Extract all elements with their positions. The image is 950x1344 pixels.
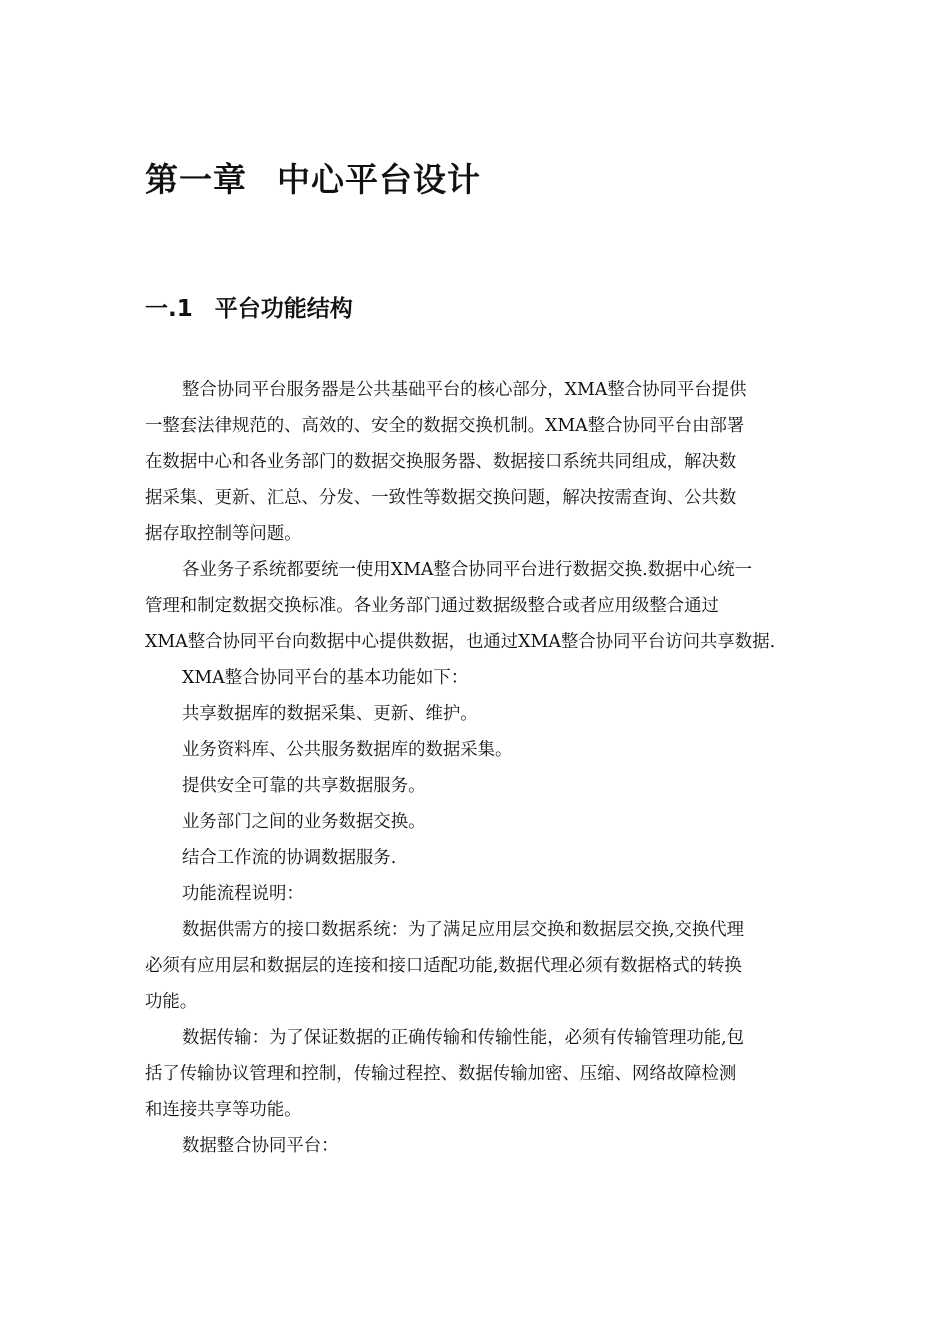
text-line: 功能。: [145, 992, 198, 1012]
text-line: 必须有应用层和数据层的连接和接口适配功能,数据代理必须有数据格式的转换: [145, 956, 742, 976]
text-line: 一整套法律规范的、高效的、安全的数据交换机制。XMA整合协同平台由部署: [145, 416, 745, 436]
chapter-number: 第一章: [145, 160, 247, 199]
text-line: XMA整合协同平台的基本功能如下：: [182, 668, 469, 688]
body-text: [145, 372, 825, 1164]
section-name: 平台功能结构: [214, 296, 353, 322]
text-line: 和连接共享等功能。: [145, 1100, 302, 1120]
text-line: XMA整合协同平台向数据中心提供数据，也通过XMA整合协同平台访问共享数据.: [145, 632, 776, 652]
text-line: 在数据中心和各业务部门的数据交换服务器、数据接口系统共同组成，解决数: [145, 452, 737, 472]
text-line: 据采集、更新、汇总、分发、一致性等数据交换问题，解决按需查询、公共数: [145, 488, 737, 508]
text-line: 各业务子系统都要统一使用XMA整合协同平台进行数据交换.数据中心统一: [182, 560, 752, 580]
list-item: 共享数据库的数据采集、更新、维护。: [182, 704, 478, 724]
text-line: 数据供需方的接口数据系统：为了满足应用层交换和数据层交换,交换代理: [182, 920, 745, 940]
section-number: 一.1: [145, 296, 193, 322]
chapter-name: 中心平台设计: [277, 160, 481, 199]
list-item: 提供安全可靠的共享数据服务。: [182, 776, 426, 796]
section-title: [145, 293, 353, 325]
list-item: 结合工作流的协调数据服务.: [182, 848, 397, 868]
text-line: 功能流程说明：: [182, 884, 304, 904]
text-line: 管理和制定数据交换标准。各业务部门通过数据级整合或者应用级整合通过: [145, 596, 719, 616]
chapter-title: [145, 158, 481, 202]
text-line: 据存取控制等问题。: [145, 524, 302, 544]
list-item: 业务部门之间的业务数据交换。: [182, 812, 426, 832]
text-line: 括了传输协议管理和控制，传输过程控、数据传输加密、压缩、网络故障检测: [145, 1064, 737, 1084]
text-line: 数据传输：为了保证数据的正确传输和传输性能，必须有传输管理功能,包: [182, 1028, 745, 1048]
text-line: 整合协同平台服务器是公共基础平台的核心部分，XMA整合协同平台提供: [182, 380, 747, 400]
text-line: 数据整合协同平台：: [182, 1136, 339, 1156]
list-item: 业务资料库、公共服务数据库的数据采集。: [182, 740, 513, 760]
